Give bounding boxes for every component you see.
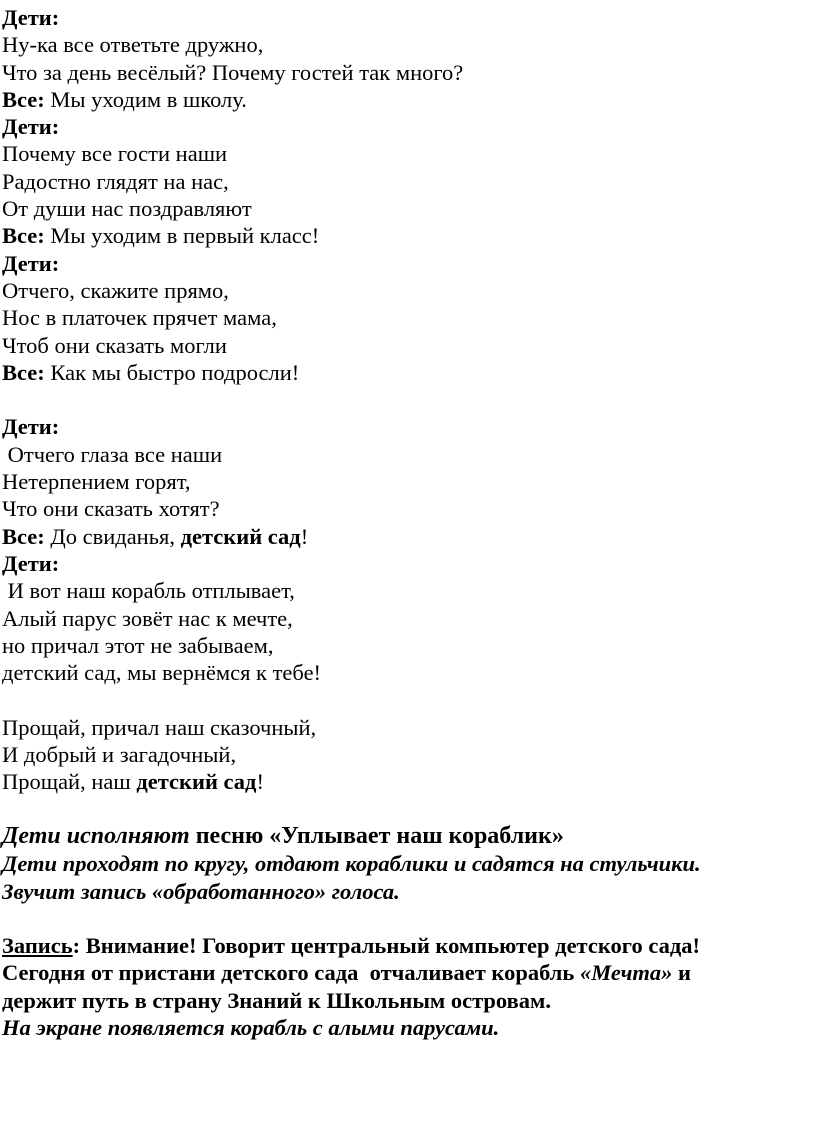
verse-line: Что за день весёлый? Почему гостей так много? [2,59,464,85]
verse-line: От души нас поздравляют [2,196,252,222]
emphasis-text: детский сад [180,523,301,549]
speaker-label: Дети: [2,5,60,30]
speaker-label: Все: [2,223,45,249]
speaker-label: Дети: [2,414,60,440]
chorus-line [2,523,816,550]
blank-line [2,905,816,932]
emphasis-text: детский сад [136,769,257,795]
record-label: Запись [2,933,73,959]
verse-line: Алый парус зовёт нас к мечте, [2,605,293,631]
verse-text: Как мы быстро подросли! [44,359,300,385]
record-line [2,959,816,986]
verse-line: но причал этот не забываем, [2,632,274,658]
speaker-label: Дети: [2,114,60,140]
blank-line [2,796,816,823]
verse-line: И добрый и загадочный, [2,742,237,768]
speaker-label: Дети: [2,550,60,576]
verse-line: Что они сказать хотят? [2,496,220,522]
stage-direction: На экране появляется корабль с алыми парусами. [2,1014,500,1040]
verse-line: И вот наш корабль отплывает, [2,578,295,604]
stage-direction-text: Дети исполняют [2,822,190,849]
verse-line [2,768,816,795]
verse-line: Чтоб они сказать могли [2,332,227,358]
verse-line: Радостно глядят на нас, [2,168,229,194]
chorus-line [2,359,816,386]
ship-name: «Мечта» [579,960,673,986]
verse-line: Отчего, скажите прямо, [2,277,229,303]
record-line [2,932,816,959]
song-title: песню «Уплывает наш кораблик» [189,822,564,849]
verse-text: ! [300,523,309,549]
blank-line [2,686,816,713]
verse-line: Нетерпением горят, [2,469,191,495]
verse-line: Прощай, причал наш сказочный, [2,714,317,740]
blank-line [2,386,816,413]
verse-line: Нос в платочек прячет мама, [2,305,277,331]
record-text: Сегодня от пристани детского сада отчаливает корабль [2,960,580,986]
chorus-line [2,222,816,249]
record-text: и [672,960,691,986]
verse-line: Отчего глаза все наши [2,441,223,467]
chorus-line [2,86,816,113]
verse-text: Мы уходим в школу. [44,86,247,112]
verse-text: ! [256,769,264,795]
verse-line: Ну-ка все ответьте дружно, [2,32,264,58]
verse-line: Почему все гости наши [2,141,228,167]
stage-direction: Дети проходят по кругу, отдают кораблики и садятся на стульчики. [2,851,701,877]
speaker-label: Все: [2,86,45,112]
stage-direction: Звучит запись «обработанного» голоса. [2,878,400,904]
verse-line: детский сад, мы вернёмся к тебе! [2,660,322,686]
verse-text: Мы уходим в первый класс! [44,223,320,249]
speaker-label: Дети: [2,250,60,276]
record-text: : Внимание! Говорит центральный компьютер детского сада! [72,933,700,959]
record-line: держит путь в страну Знаний к Школьным островам. [2,987,551,1013]
speaker-label: Все: [2,523,45,549]
speaker-label: Все: [2,359,45,385]
verse-text: Прощай, наш [2,769,137,795]
verse-text: До свиданья, [44,523,181,549]
stage-direction [2,823,816,850]
